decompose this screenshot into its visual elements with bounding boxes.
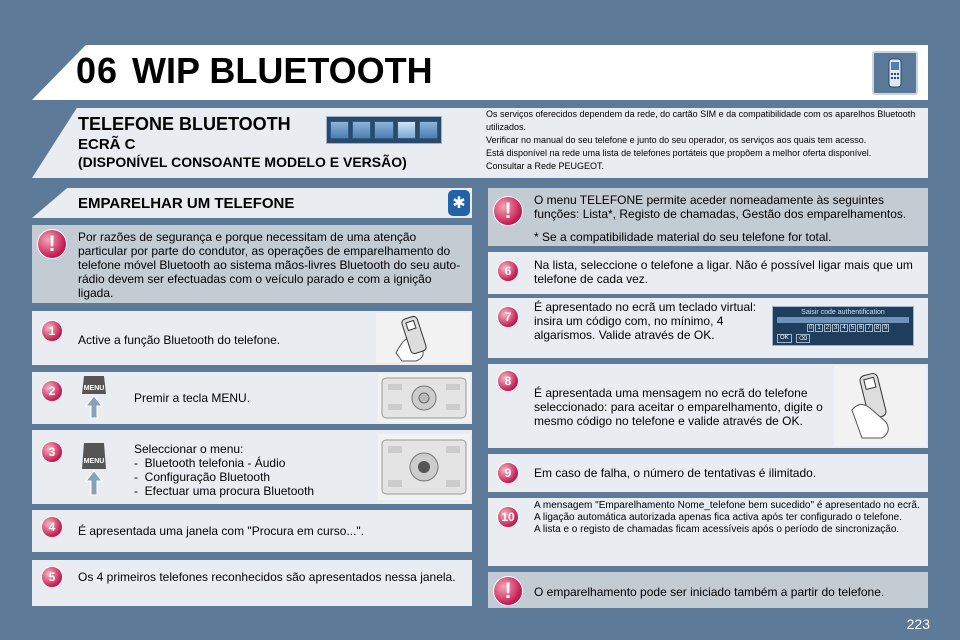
step-number-badge: 3 [41, 441, 63, 463]
menu-path-label: Configuração Bluetooth [144, 470, 271, 484]
step-3-list [134, 442, 314, 498]
step-3-text: Seleccionar o menu: [134, 442, 244, 456]
page-number: 223 [906, 616, 930, 632]
step-10-text [534, 500, 924, 536]
menu-key-label: MENU [83, 458, 105, 465]
keypad-key: 4 [842, 325, 846, 331]
radio-panel-icon [378, 374, 470, 422]
step-number-badge: 7 [497, 306, 519, 328]
menu-path-item: - Efectuar uma procura Bluetooth [134, 484, 315, 498]
step-2-text: Premir a tecla MENU. [134, 391, 251, 405]
keypad-actions [777, 334, 909, 343]
keypad-key: 7 [867, 325, 871, 331]
step-10-line: A ligação automática autorizada apenas fica activa após ter configurado o telefone. [534, 512, 903, 523]
keypad-ok-key: OK [777, 334, 792, 343]
keypad-key: 3 [834, 325, 838, 331]
step-6-text: Na lista, seleccione o telefone a ligar. Não é possível ligar mais que um telefone de cada vez. [534, 258, 913, 286]
step-number-badge: 6 [497, 260, 519, 282]
keypad-key: 6 [859, 325, 863, 331]
step-number-badge: 4 [41, 516, 63, 538]
keypad-screen-title: Saisir code authentification [801, 309, 885, 316]
screen-tile-icon [419, 121, 438, 139]
warning-icon: ! [493, 196, 523, 226]
menu-path-label: Bluetooth telefonia - Áudio [144, 456, 286, 470]
pairing-heading: EMPARELHAR UM TELEFONE [78, 195, 295, 212]
radio-panel-icon [378, 434, 470, 500]
keypad-key: 5 [850, 325, 855, 331]
warning-icon: ! [493, 576, 523, 606]
step-number-badge: 10 [497, 506, 519, 528]
virtual-keypad-screen [772, 306, 914, 346]
intro-note: Está disponível na rede uma lista de telefones portáteis que propõem a melhor oferta disponível. [486, 148, 872, 158]
tip-text: O emparelhamento pode ser iniciado também a partir do telefone. [534, 585, 885, 599]
step-number-badge: 9 [497, 462, 519, 484]
chapter-number: 06 [76, 50, 119, 91]
step-10-line: A lista e o registo de chamadas ficam acessíveis após o período de sincronização. [534, 524, 900, 535]
keypad-key: 1 [817, 325, 821, 331]
step-number-badge: 5 [41, 566, 63, 588]
hand-phone-icon [376, 313, 470, 363]
keypad-key: 0 [809, 325, 813, 331]
telephone-menu-info-text: O menu TELEFONE permite aceder nomeadamente às seguintes funções: Lista*, Registo de chamadas, Gestão dos emparelhamentos. [534, 193, 907, 221]
menu-key-icon [80, 374, 108, 416]
safety-warning-text: Por razões de segurança e porque necessitam de uma atenção particular por parte do condutor, as operações de emparelhamento do telefone móvel Bluetooth ao sistema mãos-livres Bluetooth do seu auto-rádio devem ser efectuadas com o veículo parado e com a ignição ligada. [78, 230, 461, 300]
screen-preview-icon [326, 116, 442, 144]
keypad-key: 8 [875, 325, 880, 331]
compatibility-footnote: * Se a compatibilidade material do seu telefone for total. [534, 230, 832, 244]
menu-path-item: - Configuração Bluetooth [134, 470, 271, 484]
step-9-text: Em caso de falha, o número de tentativas é ilimitado. [534, 466, 817, 480]
warning-icon: ! [37, 229, 67, 259]
intro-note: Verificar no manual do seu telefone e junto do seu operador, os serviços aos quais tem acesso. [486, 135, 867, 145]
step-10-line: A mensagem "Emparelhamento Nome_telefone bem sucedido" é apresentado no ecrã. [534, 500, 920, 511]
screen-label: ECRÃ C [78, 136, 136, 153]
screen-tile-icon [330, 121, 349, 139]
section-heading: TELEFONE BLUETOOTH [78, 114, 291, 134]
intro-note: Consultar a Rede PEUGEOT. [486, 161, 605, 171]
screen-tile-icon [397, 121, 416, 139]
screen-tile-icon [352, 121, 371, 139]
code-entry-field [777, 317, 909, 323]
intro-notes [486, 108, 924, 173]
page-title: WIP BLUETOOTH [132, 50, 433, 91]
keypad-key: 2 [825, 325, 830, 331]
keypad-delete-icon: ⌫ [796, 334, 810, 343]
hand-phone-icon [834, 366, 926, 446]
screen-tile-icon [374, 121, 393, 139]
step-8-text: É apresentada uma mensagem no ecrã do telefone seleccionado: para aceitar o emparelhamento, digite o mesmo código no telefone e valide através de OK. [534, 386, 823, 428]
step-7-text: É apresentado no ecrã um teclado virtual: insira um código com, no mínimo, 4 algarismos. Valide através de OK. [534, 300, 757, 342]
step-1-text: Active a função Bluetooth do telefone. [78, 333, 281, 347]
menu-key-label: MENU [83, 385, 105, 392]
step-number-badge: 1 [41, 320, 63, 342]
step-number-badge: 2 [41, 380, 63, 402]
availability-label: (DISPONÍVEL CONSOANTE MODELO E VERSÃO) [78, 154, 407, 170]
bluetooth-icon: ✱ [448, 190, 470, 216]
intro-note: Os serviços oferecidos dependem da rede, do cartão SIM e da compatibilidade com os aparelhos Bluetooth utilizados. [486, 109, 916, 132]
step-number-badge: 8 [497, 370, 519, 392]
keypad-digits [807, 324, 909, 332]
menu-path-label: Efectuar uma procura Bluetooth [144, 484, 315, 498]
menu-path-item: - Bluetooth telefonia - Áudio [134, 456, 286, 470]
step-5-text: Os 4 primeiros telefones reconhecidos são apresentados nessa janela. [78, 570, 456, 584]
keypad-key: 9 [884, 325, 888, 331]
step-4-text: É apresentada uma janela com "Procura em curso...". [78, 524, 364, 538]
mobile-phone-icon [872, 51, 918, 95]
menu-key-icon [80, 441, 108, 483]
